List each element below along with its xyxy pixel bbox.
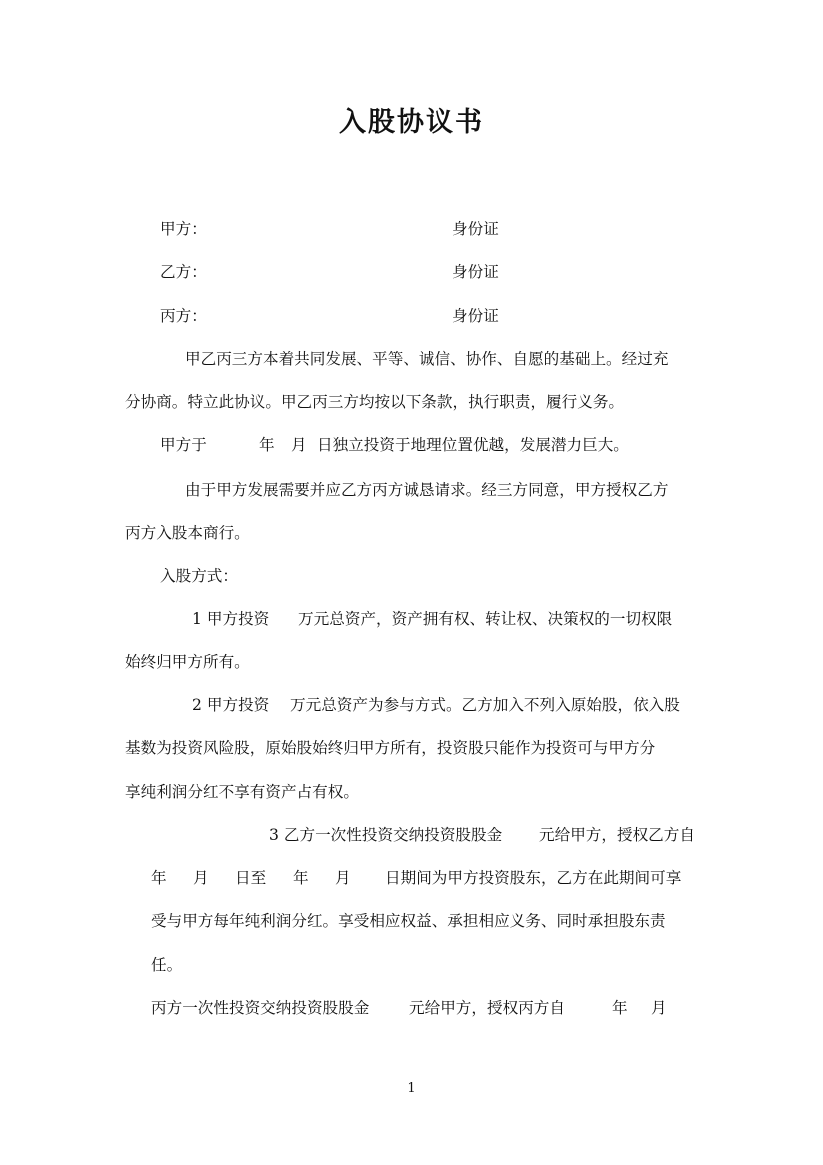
clause-4-part-b: 元给甲方，授权丙方自	[409, 999, 565, 1017]
party-a-id-label: 身份证	[452, 220, 499, 238]
founding-month: 月	[291, 436, 307, 454]
party-b-id-label: 身份证	[452, 263, 499, 281]
intro-line-1: 甲乙丙三方本着共同发展、平等、诚信、协作、自愿的基础上。经过充	[185, 350, 669, 368]
party-c-id-label: 身份证	[452, 307, 499, 325]
clause-1-part-b: 万元总资产，资产拥有权、转让权、决策权的一切权限	[298, 610, 673, 628]
founding-prefix: 甲方于	[160, 436, 207, 454]
clause-1-line-2: 始终归甲方所有。	[125, 653, 250, 671]
clause-1-part-a: 1 甲方投资	[192, 610, 270, 628]
clause-3-part-b: 元给甲方，授权乙方自	[539, 826, 695, 844]
clause-3-line-3: 受与甲方每年纯利润分红。享受相应权益、承担相应义务、同时承担股东责	[151, 912, 666, 930]
clause-4-part-a: 丙方一次性投资交纳投资股股金	[151, 999, 370, 1017]
clause-4-month: 月	[651, 999, 667, 1017]
party-b-label: 乙方：	[160, 263, 207, 281]
party-a-label: 甲方：	[160, 220, 207, 238]
founding-rest: 日独立投资于地理位置优越，发展潜力巨大。	[317, 436, 629, 454]
reason-line-2: 丙方入股本商行。	[125, 524, 250, 542]
clause-2-line-2: 基数为投资风险股，原始股始终归甲方所有，投资股只能作为投资可与甲方分	[125, 739, 656, 757]
clause-2-part-a: 2 甲方投资	[192, 696, 270, 714]
clause-3-line-4: 任。	[151, 956, 183, 974]
clause-4-year: 年	[612, 999, 628, 1017]
reason-line-1: 由于甲方发展需要并应乙方丙方诚恳请求。经三方同意，甲方授权乙方	[185, 481, 669, 499]
clause-3-month-1: 月	[193, 869, 209, 887]
clause-3-year-2: 年	[293, 869, 309, 887]
party-c-label: 丙方：	[160, 307, 207, 325]
clause-3-rest: 日期间为甲方投资股东，乙方在此期间可享	[385, 869, 682, 887]
clause-3-year-1: 年	[151, 869, 167, 887]
intro-line-2: 分协商。特立此协议。甲乙丙三方均按以下条款，执行职责，履行义务。	[125, 393, 625, 411]
clause-3-month-2: 月	[335, 869, 351, 887]
clause-3-part-a: 3 乙方一次性投资交纳投资股股金	[269, 826, 503, 844]
clause-3-day-to: 日至	[235, 869, 267, 887]
founding-year: 年	[259, 436, 275, 454]
clause-2-line-3: 享纯利润分红不享有资产占有权。	[125, 783, 359, 801]
document-title: 入股协议书	[339, 107, 484, 138]
page-number: 1	[407, 1081, 416, 1096]
clause-2-part-b: 万元总资产为参与方式。乙方加入不列入原始股，依入股	[290, 696, 680, 714]
method-heading: 入股方式：	[160, 567, 238, 585]
